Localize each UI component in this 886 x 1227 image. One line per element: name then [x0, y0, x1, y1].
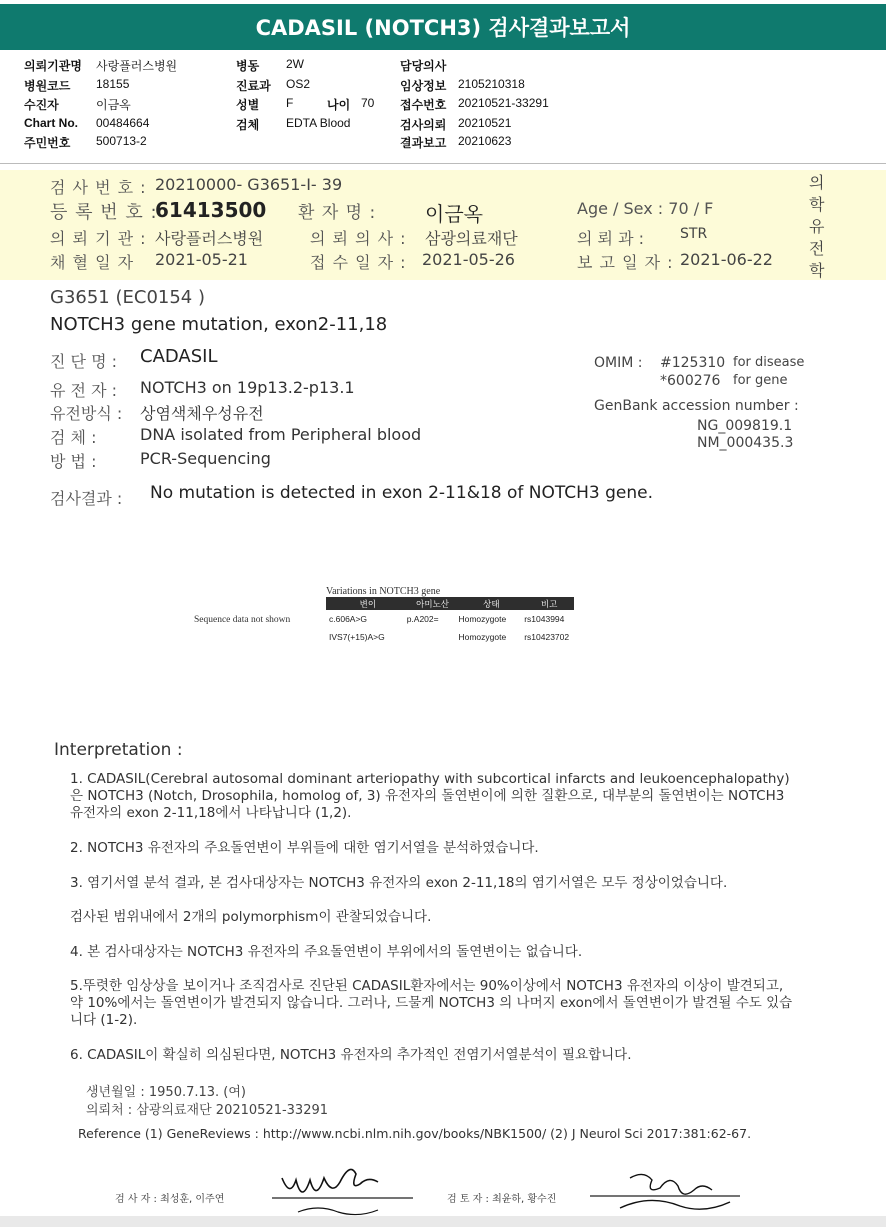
report-date: 2021-06-22 — [680, 250, 773, 269]
reference: Reference (1) GeneReviews : http://www.ncbi.nlm.nih.gov/books/NBK1500/ (2) J Neurol Sci 2017:381:62-67. — [78, 1126, 752, 1141]
table-cell: IVS7(+15)A>G — [329, 632, 385, 642]
table-row — [326, 610, 574, 628]
header-value: 00484664 — [96, 116, 150, 130]
header-label: 검사의뢰 — [400, 118, 447, 132]
header-value: 20210623 — [458, 134, 512, 148]
header-value: 2W — [286, 57, 304, 71]
page-bottom-edge — [0, 1216, 886, 1227]
table-cell: p.A202= — [406, 614, 439, 624]
field-value: PCR-Sequencing — [140, 449, 271, 468]
header-value: 18155 — [96, 77, 130, 91]
omim-label: OMIM : — [594, 355, 643, 371]
exam-no: 20210000- G3651-I- 39 — [155, 175, 343, 194]
exam-no-label: 검 사 번 호 : — [50, 178, 147, 197]
header-label: 병동 — [236, 59, 260, 73]
examiner-signature — [268, 1158, 418, 1216]
header-label: 수진자 — [24, 98, 59, 112]
birth-date: 생년월일 : 1950.7.13. (여) — [86, 1085, 247, 1100]
table-cell: Homozygote — [458, 632, 507, 642]
variations-title: Variations in NOTCH3 gene — [326, 586, 441, 597]
interpretation-item-note: 검사된 범위내에서 2개의 polymorphism이 관찰되었습니다. — [70, 909, 432, 925]
receive-date: 2021-05-26 — [422, 250, 515, 269]
table-cell: c.606A>G — [329, 614, 368, 624]
header-value: 이금옥 — [96, 98, 131, 112]
result-text: No mutation is detected in exon 2-11&18 of NOTCH3 gene. — [150, 483, 654, 503]
interpretation-item: 3. 염기서열 분석 결과, 본 검사대상자는 NOTCH3 유전자의 exon 2-11,18의 염기서열은 모두 정상이었습니다. — [70, 875, 728, 891]
omim-disease-no: #125310 — [660, 355, 726, 371]
header-label: 임상정보 — [400, 79, 447, 93]
dept-label: 의 뢰 과 : — [577, 229, 645, 248]
header-label: 결과보고 — [400, 136, 447, 150]
interpretation-heading: Interpretation : — [54, 740, 183, 760]
header-label: 접수번호 — [400, 98, 447, 112]
inst-label: 의 뢰 기 관 : — [50, 229, 147, 248]
omim-gene-no: *600276 — [660, 373, 721, 389]
header-value: 500713-2 — [96, 134, 147, 148]
table-cell: rs10423702 — [524, 632, 570, 642]
test-code: G3651 (EC0154 ) — [50, 287, 205, 308]
reg-no: 61413500 — [155, 198, 267, 222]
vertical-char: 전 — [809, 239, 825, 258]
interpretation-item: 1. CADASIL(Cerebral autosomal dominant arteriopathy with subcortical infarcts and leukoencephalopathy)은 NOTCH3 (Notch, Drosophila, homolog of, 3) 유전자의 돌연변이에 의한 질환으로, 대부분의 돌연변이는 NOTCH3 유전자의 exon 2-11,18에서 나타납니다 (1,2). — [70, 771, 790, 821]
examiner: 검 사 자 : 최성훈, 이주연 — [115, 1194, 225, 1205]
header-label: 주민번호 — [24, 136, 71, 150]
age-sex: Age / Sex : 70 / F — [577, 199, 714, 218]
interpretation-item: 2. NOTCH3 유전자의 주요돌연변이 부위들에 대한 염기서열을 분석하였습니다. — [70, 840, 539, 856]
header-value: F — [286, 96, 294, 110]
header-value: 사랑플러스병원 — [96, 59, 178, 73]
field-value: DNA isolated from Peripheral blood — [140, 425, 422, 444]
col-header: 아미노산 — [416, 598, 449, 609]
sequence-note: Sequence data not shown — [194, 615, 291, 625]
vertical-char: 학 — [809, 261, 825, 280]
col-header: 비고 — [540, 598, 558, 609]
header-value: EDTA Blood — [286, 116, 351, 130]
field-value: CADASIL — [140, 346, 218, 367]
vertical-dept-text — [809, 172, 827, 282]
header-label: 의뢰기관명 — [24, 59, 82, 73]
table-cell: rs1043994 — [524, 614, 565, 624]
header-label: 검체 — [236, 118, 260, 132]
field-value: 상염색체우성유전 — [140, 404, 264, 423]
dept: STR — [680, 226, 708, 242]
header-label: 진료과 — [236, 79, 271, 93]
col-header: 변이 — [359, 598, 377, 609]
header-value: 2105210318 — [458, 77, 525, 91]
reviewer-signature — [590, 1164, 750, 1216]
header-value: 20210521 — [458, 116, 512, 130]
interpretation-item: 6. CADASIL이 확실히 의심된다면, NOTCH3 유전자의 추가적인 전염기서열분석이 필요합니다. — [70, 1047, 632, 1063]
result-label: 검사결과 : — [50, 489, 123, 508]
interpretation-item: 5.뚜렷한 임상상을 보이거나 조직검사로 진단된 CADASIL환자에서는 90%이상에서 NOTCH3 유전자의 이상이 발견되고, 약 10%에서는 돌연변이가 발견되지 않습니다. 그러나, 드물게 NOTCH3 의 나머지 exon에서 돌연변이가 발견될 수도 있습니다 (1-2). — [70, 978, 793, 1028]
table-row — [326, 628, 574, 646]
field-label: 유 전 자 : — [50, 381, 118, 400]
omim-gene-desc: for gene — [733, 373, 788, 388]
col-header: 상태 — [483, 598, 500, 609]
field-label: 진 단 명 : — [50, 352, 118, 371]
collect-label: 채 혈 일 자 — [50, 253, 135, 272]
reviewer: 검 토 자 : 최윤하, 황수진 — [447, 1194, 557, 1205]
header-label: 담당의사 — [400, 59, 447, 73]
field-label: 유전방식 : — [50, 404, 123, 423]
header-label: Chart No. — [24, 116, 78, 130]
vertical-char: 의 — [809, 173, 825, 192]
doctor: 삼광의료재단 — [425, 229, 518, 248]
header-value: OS2 — [286, 77, 311, 91]
field-label: 방 법 : — [50, 452, 97, 471]
variations-table — [326, 586, 574, 646]
report-date-label: 보 고 일 자 : — [577, 253, 674, 272]
interpretation-item: 4. 본 검사대상자는 NOTCH3 유전자의 주요돌연변이 부위에서의 돌연변이는 없습니다. — [70, 944, 583, 960]
variations-header — [326, 597, 574, 610]
age-value: 70 — [361, 96, 375, 110]
vertical-char: 학 — [809, 195, 825, 214]
table-cell: Homozygote — [458, 614, 507, 624]
receive-label: 접 수 일 자 : — [310, 253, 407, 272]
collect-date: 2021-05-21 — [155, 250, 248, 269]
patient-name: 이금옥 — [425, 202, 483, 226]
doctor-label: 의 뢰 의 사 : — [310, 229, 407, 248]
patient-label: 환 자 명 : — [298, 203, 377, 223]
inst: 사랑플러스병원 — [155, 229, 264, 248]
reg-no-label: 등 록 번 호 : — [50, 202, 158, 223]
test-name: NOTCH3 gene mutation, exon2-11,18 — [50, 314, 388, 335]
header-label: 성별 — [236, 98, 260, 112]
header-value: 20210521-33291 — [458, 96, 549, 110]
header-divider — [0, 163, 886, 164]
genbank-nm: NM_000435.3 — [697, 435, 794, 451]
genbank-label: GenBank accession number : — [594, 398, 799, 414]
header-label: 병원코드 — [24, 79, 71, 93]
age-label: 나이 — [327, 98, 351, 112]
field-value: NOTCH3 on 19p13.2-p13.1 — [140, 378, 355, 397]
vertical-char: 유 — [809, 217, 825, 236]
report-title: CADASIL (NOTCH3) 검사결과보고서 — [0, 4, 886, 50]
requester: 의뢰처 : 삼광의료재단 20210521-33291 — [86, 1103, 329, 1118]
field-label: 검 체 : — [50, 428, 97, 447]
omim-disease-desc: for disease — [733, 355, 805, 370]
genbank-ng: NG_009819.1 — [697, 418, 793, 434]
